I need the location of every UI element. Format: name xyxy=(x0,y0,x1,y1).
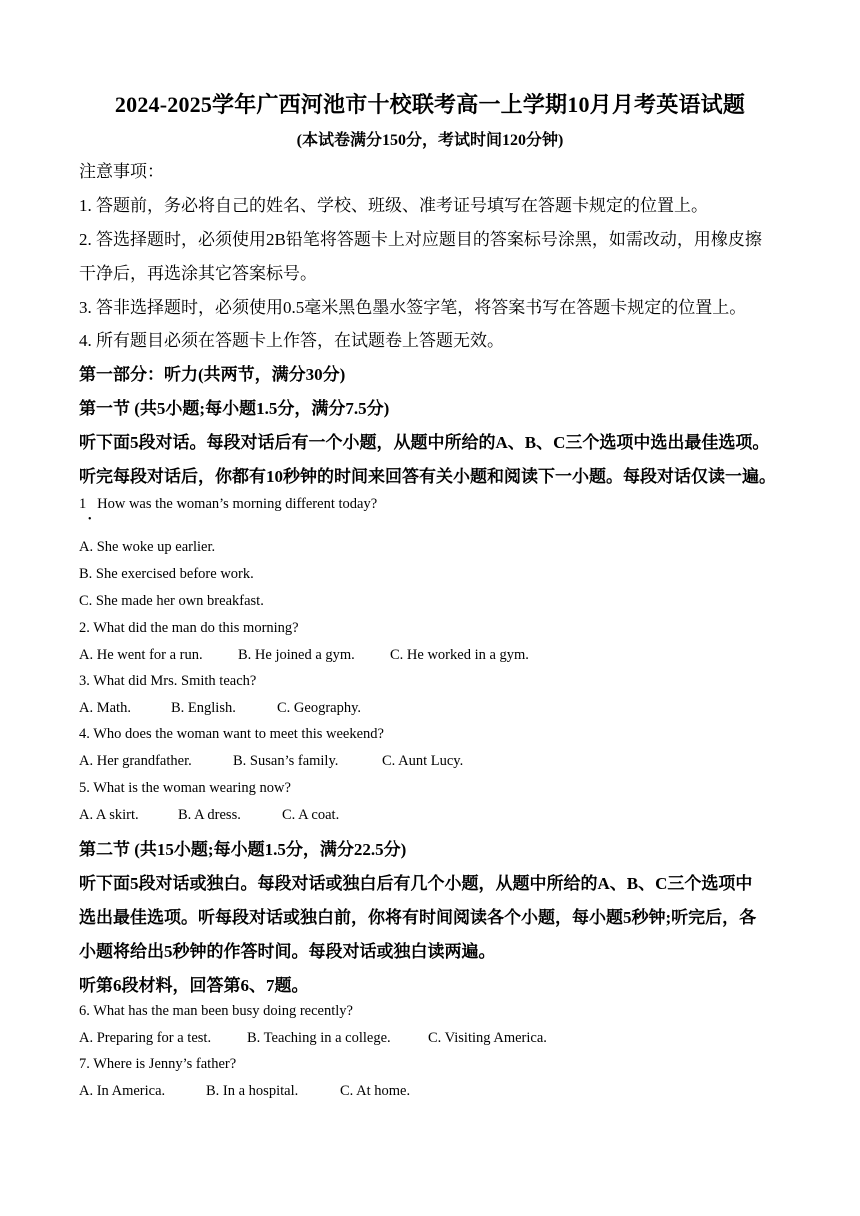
notice-item-2-cont: 干净后，再选涂其它答案标号。 xyxy=(79,264,317,283)
q7-option-c: C. At home. xyxy=(340,1083,411,1099)
q1-number: 1 xyxy=(79,496,87,512)
q1-option-c: C. She made her own breakfast. xyxy=(79,593,264,609)
notice-item-2: 2. 答选择题时，必须使用2B铅笔将答题卡上对应题目的答案标号涂黑，如需改动，用橡皮擦 xyxy=(79,230,762,249)
q4-stem: 4. Who does the woman want to meet this weekend? xyxy=(79,726,384,742)
q1-text: How was the woman’s morning different today? xyxy=(97,496,378,512)
q7-option-b: B. In a hospital. xyxy=(206,1083,299,1099)
q6-option-a: A. Preparing for a test. xyxy=(79,1030,212,1046)
q5-option-a: A. A skirt. xyxy=(79,807,139,823)
q1-stem xyxy=(79,496,377,513)
section2-instruction-2: 选出最佳选项。听每段对话或独白前，你将有时间阅读各个小题，每小题5秒钟;听完后，各 xyxy=(79,908,757,927)
q2-option-b: B. He joined a gym. xyxy=(238,647,355,663)
q2-option-a: A. He went for a run. xyxy=(79,647,203,663)
section1-heading: 第一节 (共5小题;每小题1.5分，满分7.5分) xyxy=(79,399,390,418)
q1-option-a: A. She woke up earlier. xyxy=(79,539,216,555)
q6-options xyxy=(79,1030,547,1047)
q7-stem: 7. Where is Jenny’s father? xyxy=(79,1056,237,1072)
q1-dot: • xyxy=(88,514,92,525)
q1-option-b: B. She exercised before work. xyxy=(79,566,254,582)
q4-options xyxy=(79,753,463,770)
notice-heading: 注意事项： xyxy=(79,162,164,181)
section1-instruction-2: 听完每段对话后，你都有10秒钟的时间来回答有关小题和阅读下一小题。每段对话仅读一遍。 xyxy=(79,467,776,486)
q7-options xyxy=(79,1083,410,1100)
q3-options xyxy=(79,700,361,717)
notice-item-1: 1. 答题前，务必将自己的姓名、学校、班级、准考证号填写在答题卡规定的位置上。 xyxy=(79,196,708,215)
q5-option-b: B. A dress. xyxy=(178,807,241,823)
section2-instruction-3: 小题将给出5秒钟的作答时间。每段对话或独白读两遍。 xyxy=(79,942,496,961)
material-6-heading: 听第6段材料，回答第6、7题。 xyxy=(79,976,309,995)
section2-instruction-1: 听下面5段对话或独白。每段对话或独白后有几个小题，从题中所给的A、B、C三个选项中 xyxy=(79,874,753,893)
section1-instruction-1: 听下面5段对话。每段对话后有一个小题，从题中所给的A、B、C三个选项中选出最佳选项。 xyxy=(79,433,770,452)
q5-options xyxy=(79,807,339,824)
q2-option-c: C. He worked in a gym. xyxy=(390,647,529,663)
q6-option-c: C. Visiting America. xyxy=(428,1030,547,1046)
q5-stem: 5. What is the woman wearing now? xyxy=(79,780,291,796)
part1-heading: 第一部分：听力(共两节，满分30分) xyxy=(79,365,346,384)
q5-option-c: C. A coat. xyxy=(282,807,340,823)
q7-option-a: A. In America. xyxy=(79,1083,166,1099)
q3-option-c: C. Geography. xyxy=(277,700,362,716)
q3-option-a: A. Math. xyxy=(79,700,131,716)
exam-subtitle: (本试卷满分150分，考试时间120分钟) xyxy=(296,132,564,149)
q2-stem: 2. What did the man do this morning? xyxy=(79,620,299,636)
q4-option-c: C. Aunt Lucy. xyxy=(382,753,464,769)
notice-item-3: 3. 答非选择题时，必须使用0.5毫米黑色墨水签字笔，将答案书写在答题卡规定的位置上。 xyxy=(79,298,747,317)
notice-item-4: 4. 所有题目必须在答题卡上作答，在试题卷上答题无效。 xyxy=(79,331,504,350)
q6-option-b: B. Teaching in a college. xyxy=(247,1030,391,1046)
q6-stem: 6. What has the man been busy doing recently? xyxy=(79,1003,353,1019)
q4-option-a: A. Her grandfather. xyxy=(79,753,192,769)
q3-stem: 3. What did Mrs. Smith teach? xyxy=(79,673,257,689)
q2-options xyxy=(79,647,529,664)
exam-title: 2024-2025学年广西河池市十校联考高一上学期10月月考英语试题 xyxy=(114,92,746,117)
q3-option-b: B. English. xyxy=(171,700,236,716)
q4-option-b: B. Susan’s family. xyxy=(233,753,339,769)
section2-heading: 第二节 (共15小题;每小题1.5分，满分22.5分) xyxy=(79,840,407,859)
